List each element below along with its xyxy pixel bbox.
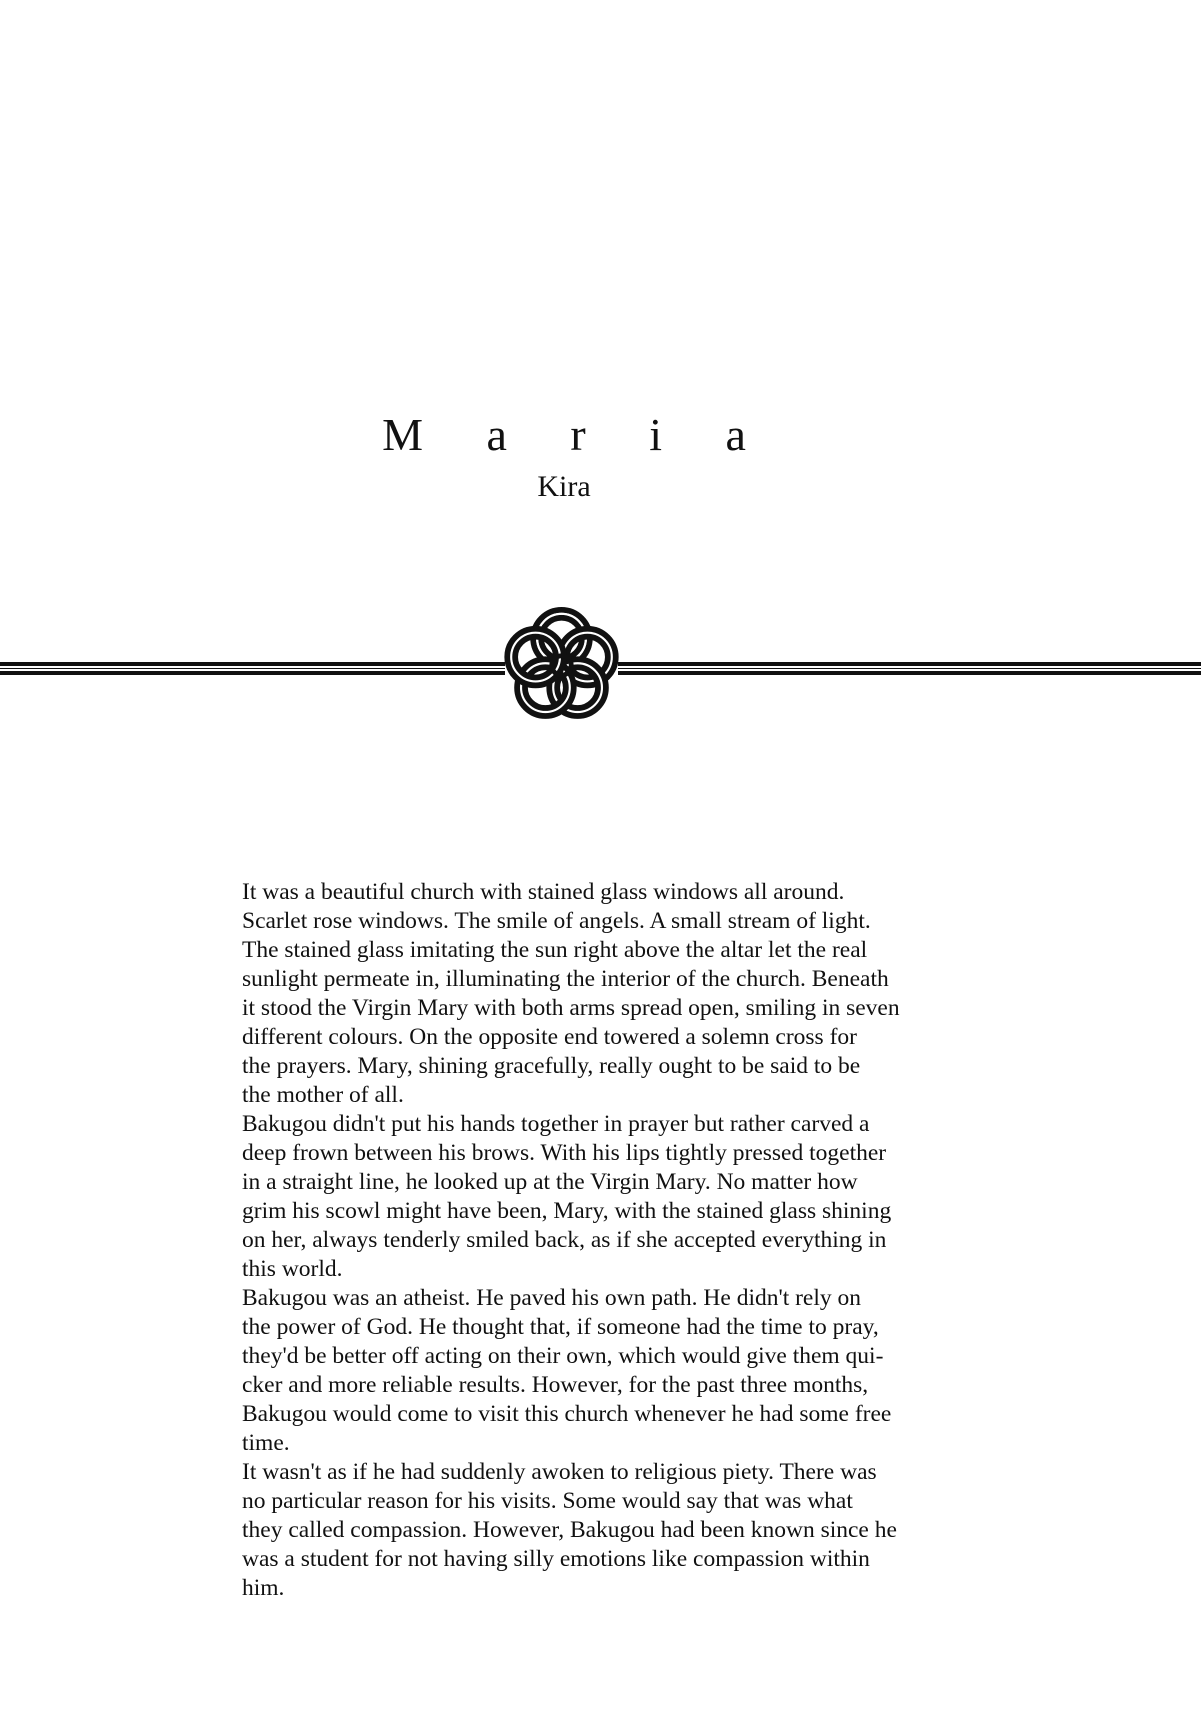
story-title: M a r i a	[382, 409, 772, 460]
author-name: Kira	[537, 470, 591, 503]
divider-right	[618, 662, 1201, 675]
story-body	[242, 878, 976, 1603]
paragraph: It was a beautiful church with stained glass windows all around. Scarlet rose windows. The smile of angels. A small stream of light. The stained glass imitating the sun right above the altar let the real sunlight permeate in, illuminating the interior of the church. Beneath it stood the Virgin Mary with both arms spread open, smiling in seven different colours. On the opposite end towered a solemn cross for the prayers. Mary, shining gracefully, really ought to be said to be the mother of all.	[242, 879, 900, 1108]
paragraph: Bakugou didn't put his hands together in prayer but rather carved a deep frown between his brows. With his lips tightly pressed together in a straight line, he looked up at the Virgin Mary. No matter how grim his scowl might have been, Mary, with the stained glass shining on her, always tenderly smiled back, as if she accepted everything in this world.	[242, 1111, 892, 1282]
paragraph: Bakugou was an atheist. He paved his own path. He didn't rely on the power of God. He thought that, if someone had the time to pray, they'd be better off acting on their own, which would give them qui- cker and more reliable results. However, for the past three months, Bakugou would come to visit this church whenever he had some free time.	[242, 1285, 892, 1456]
divider-left	[0, 662, 505, 675]
mizuhiki-knot-icon	[503, 605, 620, 726]
paragraph: It wasn't as if he had suddenly awoken to religious piety. There was no particular reason for his visits. Some would say that was what they called compassion. However, Bakugou had been known since he was a student for not having silly emotions like compassion within him.	[242, 1459, 897, 1601]
